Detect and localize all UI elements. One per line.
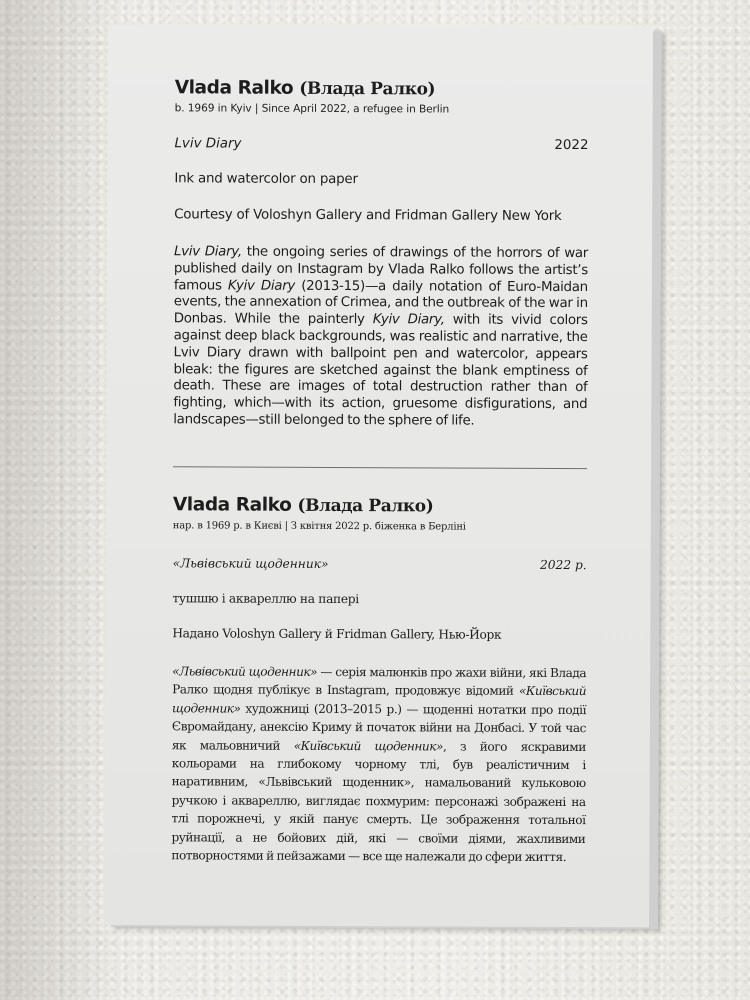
work-year-ua: 2022 р. [540, 557, 587, 573]
description-en [173, 244, 588, 431]
wall-shadow [0, 0, 110, 1000]
work-title-en: Lviv Diary [174, 136, 242, 152]
artist-name-cyrillic: (Влада Ралко) [299, 78, 436, 100]
work-title-row-en [174, 136, 588, 153]
description-ua [171, 662, 586, 866]
description-text: with its vivid colors against deep black backgrounds, was realistic and narrative, the Lviv Diary drawn with ballpoint pen and watercolor, appears bleak: the figures are sketched against the blank emptiness of death. These are images of total destruction rather than of fighting, which—with its action, gruesome disfigurations, and landscapes—still belonged to the sphere of life. [173, 312, 588, 429]
artist-bio-ua: нар. в 1969 р. в Києві | З квітня 2022 р. біженка в Берліні [172, 520, 466, 533]
medium-ua: тушшю і аквареллю на папері [172, 591, 359, 607]
courtesy-ua: Надано Voloshyn Gallery й Fridman Gallery, Нью-Йорк [172, 626, 502, 642]
artist-name-latin: Vlada Ralko [172, 494, 292, 516]
description-kyiv-ref: «Київський щоденник» [171, 684, 587, 716]
artist-name-cyrillic: (Влада Ралко) [297, 495, 434, 517]
description-kyiv-ref: Kyiv Diary [227, 278, 296, 294]
description-text: the ongoing series of drawings of the horrors of war published daily on Instagram by Vlada Ralko follows the artist’s famous [173, 244, 589, 294]
work-title-ua: «Львівський щоденник» [172, 556, 329, 571]
description-kyiv-ref: «Київський щоденник» [293, 738, 444, 754]
artist-bio-en: b. 1969 in Kyiv | Since April 2022, a refugee in Berlin [174, 102, 450, 116]
work-title-row-ua [173, 556, 587, 572]
description-title-ref: Lviv Diary, [173, 244, 242, 260]
description-text: (2013-15)—a daily notation of Euro-Maidan events, the annexation of Crimea, and the outbreak of the war in Donbas. While the painterly [173, 278, 588, 328]
description-title-ref: «Львівський щоденник» [172, 664, 318, 679]
artist-name-ua [173, 494, 587, 518]
courtesy-en: Courtesy of Voloshyn Gallery and Fridman Gallery New York [174, 207, 562, 224]
artist-name-latin: Vlada Ralko [174, 77, 294, 99]
wall-label-card [104, 25, 653, 927]
artist-name-en [175, 77, 589, 101]
description-text: , з його яскравими кольорами на глибокому чорному тлі, був реалістичним і наративним, «Львівський щоденник», намальований кульковою ручкою і аквареллю, виглядає похмурим: персонажі зображені на тлі порожнечі, у якій панує смерть. Це зображення тотальної руйнації, а не бойових дій, які — своїми діями, жахливими потворностями й пейзажами — все ще належали до сфери життя. [171, 739, 586, 865]
description-text: художниці (2013–2015 р.) — щоденні нотатки про події Євромайдану, анексію Криму й початок війни на Донбасі. У той час як мальовничий [171, 701, 587, 753]
description-kyiv-ref: Kyiv Diary, [372, 312, 445, 328]
work-year-en: 2022 [554, 137, 589, 154]
medium-en: Ink and watercolor on paper [174, 171, 358, 188]
section-divider [173, 466, 587, 469]
english-section [173, 77, 589, 431]
description-text: — серія малюнків про жахи війни, які Влада Ралко щодня публікує в Instagram, продовжує відомий [172, 664, 587, 699]
ukrainian-section [171, 494, 587, 866]
